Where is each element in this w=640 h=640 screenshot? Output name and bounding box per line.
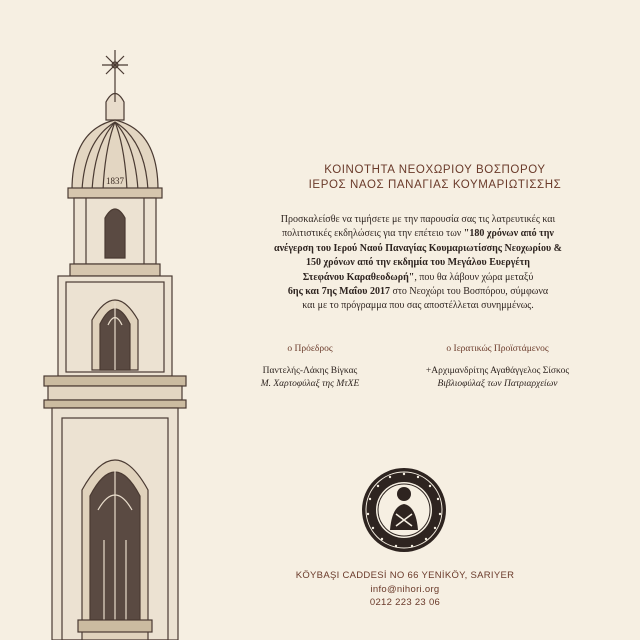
header	[240, 163, 630, 193]
email-link[interactable]: info@nihori.org	[370, 583, 440, 595]
anniversary-title: 150 χρόνων από την εκδημία του Μεγάλου Ευεργέτη	[306, 257, 530, 269]
invitation-line: Προσκαλείσθε να τιμήσετε με την παρουσία σας τις λατρευτικές και	[280, 214, 556, 225]
signature-title: Βιβλιοφύλαξ των Πατριαρχείων	[437, 379, 558, 389]
address: KÖYBAŞI CADDESİ NO 66 YENİKÖY, SARIYER	[295, 570, 515, 581]
event-dates: 6ης και 7ης Μαΐου 2017	[287, 286, 390, 298]
invitation-line	[218, 227, 618, 241]
invitation-text	[218, 213, 618, 314]
invitation-line	[218, 271, 618, 285]
invitation-line	[218, 256, 618, 270]
signature-priest	[400, 343, 595, 391]
church-seal-icon	[360, 466, 448, 554]
invitation-fragment: , που θα λάβουν χώρα μεταξύ	[414, 271, 534, 283]
anniversary-title: Στεφάνου Καραθεοδωρή"	[302, 271, 415, 283]
signature-role: ο Ιερατικώς Προϊστάμενος	[446, 344, 549, 354]
anniversary-title: ανέγερση του Ιερού Ναού Παναγίας Κουμαριωτίσσης Νεοχωρίου &	[274, 242, 562, 254]
invitation-line	[218, 242, 618, 256]
signature-name: +Αρχιμανδρίτης Αγαθάγγελος Σίσκος	[425, 366, 570, 376]
invitation-fragment: πολιτιστικές εκδηλώσεις για την επέτειο των	[282, 228, 464, 240]
footer-contact	[250, 569, 560, 610]
tower-year: 1837	[106, 176, 124, 186]
signature-name: Παντελής-Λάκης Βίγκας	[262, 366, 358, 376]
signature-president	[220, 343, 400, 391]
community-name: ΚΟΙΝΟΤΗΤΑ ΝΕΟΧΩΡΙΟΥ ΒΟΣΠΟΡΟΥ	[324, 164, 546, 176]
phone-number: 0212 223 23 06	[369, 597, 441, 608]
signature-title: Μ. Χαρτοφύλαξ της ΜτΧΕ	[260, 379, 360, 389]
invitation-line: και με το πρόγραμμα που σας αποστέλλεται συνημμένως.	[302, 300, 534, 312]
cross-icon	[102, 50, 128, 85]
invitation-line	[218, 285, 618, 299]
signature-role: ο Πρόεδρος	[287, 344, 333, 354]
anniversary-title: "180 χρόνων από την	[463, 228, 554, 240]
invitation-fragment: στο Νεοχώρι του Βοσπόρου, σύμφωνα	[389, 286, 549, 298]
bell-tower-illustration	[30, 40, 200, 640]
church-name: ΙΕΡΟΣ ΝΑΟΣ ΠΑΝΑΓΙΑΣ ΚΟΥΜΑΡΙΩΤΙΣΣΗΣ	[308, 179, 562, 191]
